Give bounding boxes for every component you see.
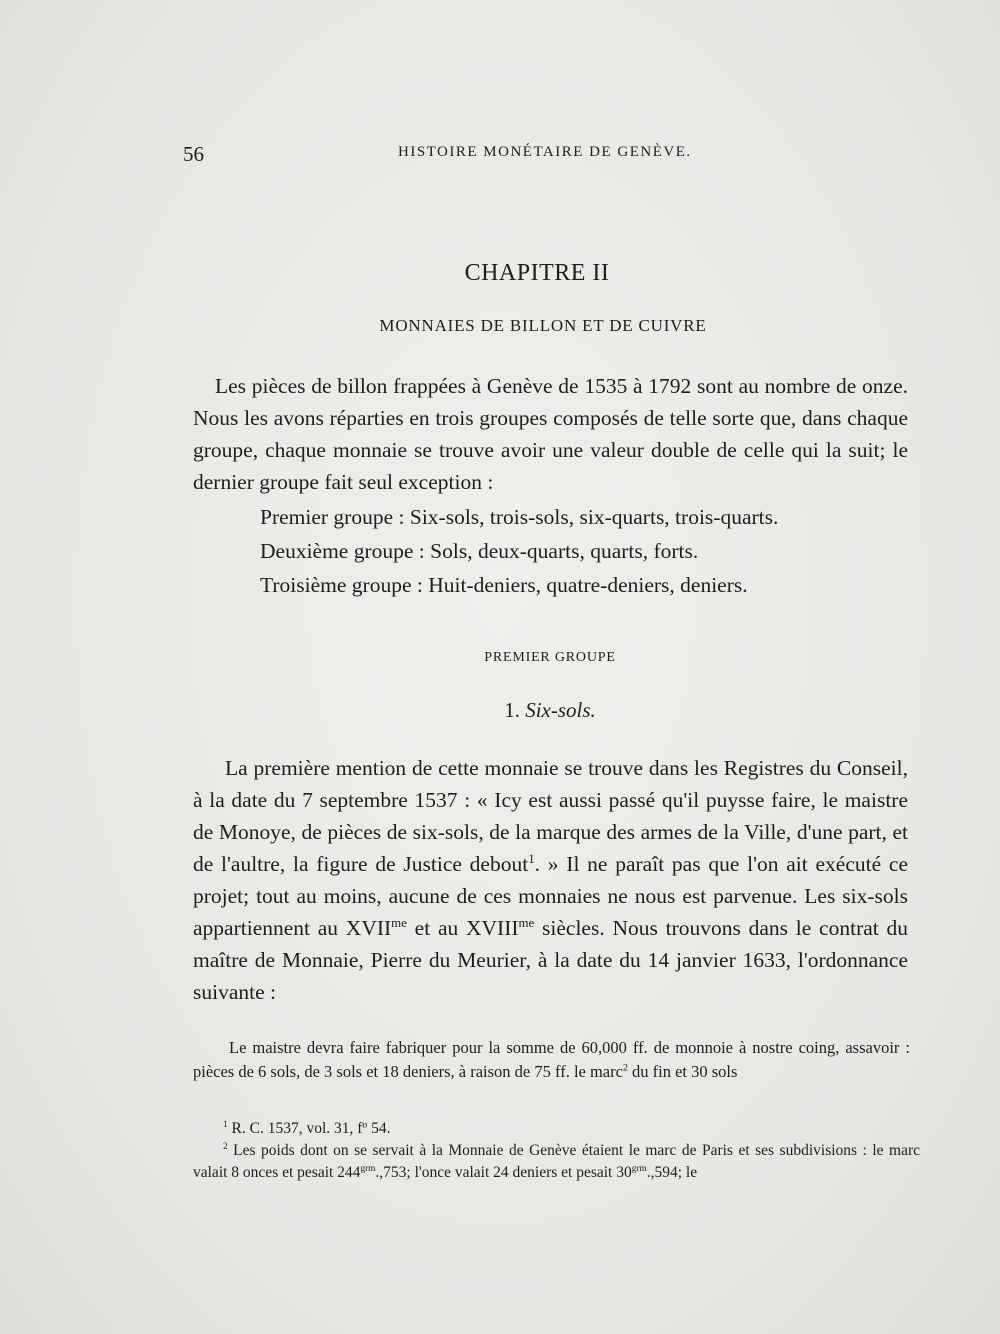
section-heading: PREMIER GROUPE [484, 650, 616, 665]
group-row-2 [260, 534, 778, 568]
page-number: 56 [183, 142, 204, 166]
group-list [260, 500, 778, 602]
group-label: Premier groupe : [260, 505, 405, 529]
body-text-1: La première mention de cette monnaie se trouve dans les Registres du Conseil, à la date du 7 septembre 1537 : « Icy est aussi passé qu'il puysse faire, le maistre de Monoye, de pièces de six-sols, de la marque des armes de la Ville, d'une part, et de l'aultre, la figure de Justice debout [193, 756, 908, 876]
footnote-text-c: .,594; le [646, 1164, 698, 1181]
quote-text-2: du fin et 30 sols [627, 1062, 738, 1081]
footnote-mark: 2 [223, 1141, 228, 1152]
group-label: Troisième groupe : [260, 573, 423, 597]
footnote-ref-1: 1 [528, 851, 535, 866]
block-quote [193, 1036, 910, 1084]
footnote-ref-2: 2 [622, 1062, 628, 1074]
group-label: Deuxième groupe : [260, 539, 425, 563]
running-title: HISTOIRE MONÉTAIRE DE GENÈVE. [398, 144, 692, 160]
subsection-heading [0, 698, 1000, 723]
body-text-2: . » Il ne paraît pas que l'on ait exécuté ce projet; tout au moins, aucune de ces monnaies ne nous est parvenue. Les six-sols appartiennent au XVII [193, 852, 908, 940]
group-items: Six-sols, trois-sols, six-quarts, trois-quarts. [409, 505, 779, 529]
body-paragraph [193, 752, 908, 1008]
chapter-title: CHAPITRE II [464, 260, 610, 286]
body-text-4: siècles. Nous trouvons dans le contrat du maître de Monnaie, Pierre du Meurier, à la date du 14 janvier 1633, l'ordonnance suivante : [193, 916, 908, 1004]
footnote-text-b: .,753; l'once valait 24 deniers et pesait 30 [375, 1164, 632, 1181]
group-items: Sols, deux-quarts, quarts, forts. [430, 539, 699, 563]
body-text-3: et au XVIII [406, 916, 519, 940]
footnote-text-a: Les poids dont on se servait à la Monnaie de Genève étaient le marc de Paris et ses subdivisions : le marc valait 8 onces et pesait 244 [193, 1142, 920, 1181]
ordinal-suffix: me [391, 915, 407, 930]
footnote-mark: 1 [223, 1119, 228, 1130]
footnote-text: R. C. 1537, vol. 31, fº 54. [227, 1120, 391, 1137]
unit-superscript: grm [360, 1163, 376, 1174]
chapter-subtitle: MONNAIES DE BILLON ET DE CUIVRE [379, 316, 707, 335]
unit-superscript: grm [631, 1163, 647, 1174]
intro-paragraph: Les pièces de billon frappées à Genève de 1535 à 1792 sont au nombre de onze. Nous les avons réparties en trois groupes composés de telle sorte que, dans chaque groupe, chaque monnaie se trouve avoir une valeur double de celle qui la suit; le dernier groupe fait seul exception : [193, 374, 908, 494]
quote-text-1: Le maistre devra faire fabriquer pour la somme de 60,000 ff. de monnoie à nostre coing, assavoir : pièces de 6 sols, de 3 sols et 18 deniers, à raison de 75 ff. le marc [193, 1038, 910, 1081]
footnote-1 [193, 1118, 920, 1140]
footnote-2 [193, 1140, 920, 1184]
ordinal-suffix: me [518, 915, 535, 930]
subsection-title: Six-sols. [525, 698, 596, 722]
subsection-number: 1. [504, 698, 520, 722]
group-items: Huit-deniers, quatre-deniers, deniers. [428, 573, 748, 597]
group-row-3 [260, 568, 778, 602]
group-row-1 [260, 500, 778, 534]
